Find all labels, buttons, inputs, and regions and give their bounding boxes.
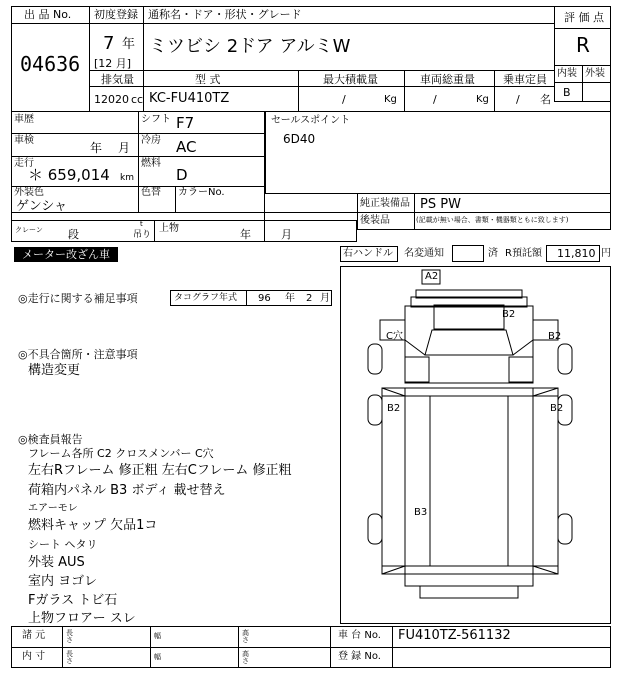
inspector-line: 室内 ヨゴレ xyxy=(28,574,98,589)
inner-label: 内 寸 xyxy=(22,651,46,662)
spec-label: 諸 元 xyxy=(22,630,46,641)
divider xyxy=(11,647,611,648)
mark-left-front-panel: B2 xyxy=(548,331,562,342)
inspector-line: エアーモレ xyxy=(28,503,78,514)
shift-label: シフト xyxy=(141,114,171,125)
gross-weight-value: / xyxy=(433,93,437,106)
mileage-unit: km xyxy=(120,173,134,183)
divider xyxy=(89,23,554,24)
inspector-line: 左右Rフレーム 修正粗 左右Cフレーム 修正粗 xyxy=(28,463,292,478)
deposit-label: R預託額 xyxy=(505,248,542,259)
aircon-value: AC xyxy=(176,138,197,156)
car-name: ミツビシ 2ドア アルミW xyxy=(149,36,351,57)
divider xyxy=(414,194,415,230)
height-label: 高さ xyxy=(242,650,249,665)
tachograph-month-unit: 月 xyxy=(320,293,330,304)
inspector-line: フレーム各所 C2 クロスメンバー C穴 xyxy=(28,447,214,460)
exterior-label: 外装 xyxy=(585,68,605,79)
aftermarket-label: 後装品 xyxy=(360,215,390,226)
fuel-label: 燃料 xyxy=(141,158,161,169)
ownership-value-box xyxy=(452,245,484,262)
rating-value: R xyxy=(576,33,590,57)
inspector-line: 外装 AUS xyxy=(28,555,85,570)
color-label: 外装色 xyxy=(14,187,44,198)
width-label: 幅 xyxy=(154,632,161,640)
divider xyxy=(143,6,144,70)
inspection-month-unit: 月 xyxy=(118,141,131,155)
length-label: 長さ xyxy=(66,650,73,665)
mileage-value: ＊ 659,014 xyxy=(28,166,110,184)
divider xyxy=(392,626,393,668)
defects-label: ◎不具合箇所・注意事項 xyxy=(18,348,138,361)
reg-year-unit: 年 xyxy=(122,37,136,52)
capacity-label: 乗車定員 xyxy=(503,73,547,86)
divider xyxy=(11,156,265,157)
aftermarket-note: (記載が無い場合、書類・機器類ともに致します) xyxy=(416,216,569,224)
divider xyxy=(404,70,405,112)
ownership-label: 名変通知 xyxy=(404,248,444,259)
inspector-label: ◎検査員報告 xyxy=(18,433,83,446)
divider xyxy=(494,70,495,112)
divider xyxy=(62,626,63,668)
lot-number: 04636 xyxy=(20,52,81,76)
color-code-label: カラーNo. xyxy=(178,187,225,198)
divider xyxy=(238,626,239,668)
divider xyxy=(138,112,139,212)
reg-year: 7 xyxy=(103,33,115,54)
reg-month: [12 月] xyxy=(94,57,132,70)
crane-label: クレーン xyxy=(15,226,43,234)
meter-tamper-text: メーター改ざん車 xyxy=(22,248,110,261)
fuel-value: D xyxy=(176,166,188,184)
divider xyxy=(89,6,90,112)
tachograph-year-unit: 年 xyxy=(285,293,295,304)
crane-stage-unit: 段 xyxy=(68,228,79,241)
equipment-value: PS PW xyxy=(420,197,461,212)
defects-line: 構造変更 xyxy=(28,363,81,378)
equipment-label: 純正装備品 xyxy=(360,198,410,209)
deposit-unit: 円 xyxy=(601,248,611,259)
chassis-label: 車 台 No. xyxy=(338,630,381,641)
history-label: 車歴 xyxy=(14,114,34,125)
aircon-label: 冷房 xyxy=(141,135,161,146)
divider xyxy=(357,212,611,213)
color-value: ゲンシャ xyxy=(16,199,68,214)
divider xyxy=(154,220,155,242)
gross-weight-label: 車両総重量 xyxy=(420,73,475,86)
sales-point-label: セールスポイント xyxy=(271,115,351,126)
rating-label: 評 価 点 xyxy=(564,11,604,24)
inspector-line: 燃料キャップ 欠品1コ xyxy=(28,518,158,533)
displacement-value: 12020 xyxy=(94,93,129,106)
reg-number-label: 登 録 No. xyxy=(338,651,381,662)
height-label: 高さ xyxy=(242,629,249,644)
equip-year-unit: 年 xyxy=(240,228,251,241)
mark-bed: B3 xyxy=(414,507,428,518)
model-label: 型 式 xyxy=(195,73,221,86)
sales-point-value: 6D40 xyxy=(283,132,316,146)
divider xyxy=(143,70,144,112)
equip-month-unit: 月 xyxy=(281,228,292,241)
gross-weight-unit: Kg xyxy=(476,94,489,105)
name-label: 通称名・ドア・形状・グレード xyxy=(148,8,302,21)
divider xyxy=(554,28,611,29)
meter-tamper-banner xyxy=(14,247,118,262)
divider xyxy=(175,186,176,212)
first-reg-label: 初度登録 xyxy=(94,8,138,21)
model-value: KC-FU410TZ xyxy=(149,91,230,106)
divider xyxy=(330,626,331,668)
max-load-unit: Kg xyxy=(384,94,397,105)
equip-label: 上物 xyxy=(159,223,179,234)
max-load-value: / xyxy=(342,93,346,106)
mileage-label: 走行 xyxy=(14,158,34,169)
length-label: 長さ xyxy=(66,629,73,644)
inspector-line: 上物フロアー スレ xyxy=(28,611,136,626)
crane-row xyxy=(11,220,357,242)
tachograph-year: 96 xyxy=(258,293,271,304)
divider xyxy=(246,290,247,306)
displacement-unit: cc xyxy=(131,93,144,106)
crane-hang-unit: 吊り xyxy=(133,230,152,240)
crane-ton-unit: t xyxy=(140,220,143,228)
inspection-year-unit: 年 xyxy=(90,141,103,155)
divider xyxy=(89,70,554,71)
tachograph-label: タコグラフ年式 xyxy=(174,293,238,303)
mark-left-mid: B2 xyxy=(387,403,401,414)
inspector-line: Fガラス トビ石 xyxy=(28,593,118,608)
inspector-line: シート ヘタリ xyxy=(28,538,98,551)
mark-front: A2 xyxy=(425,271,439,282)
divider xyxy=(150,626,151,668)
drive-side: 右ハンドル xyxy=(343,248,393,259)
divider xyxy=(298,70,299,112)
mark-right-front: B2 xyxy=(502,309,516,320)
divider xyxy=(11,133,265,134)
chassis-number: FU410TZ-561132 xyxy=(398,628,511,643)
color-change-label: 色替 xyxy=(141,187,161,198)
divider xyxy=(89,86,554,87)
displacement-label: 排気量 xyxy=(101,73,134,86)
interior-grade: B xyxy=(563,86,571,99)
lot-label: 出 品 No. xyxy=(24,8,72,21)
tax-label: 済 xyxy=(488,248,498,259)
capacity-value: / xyxy=(516,93,520,106)
deposit-value: 11,810 xyxy=(557,247,596,260)
inspector-line: 荷箱内パネル B3 ボディ 載せ替え xyxy=(28,483,226,498)
width-label: 幅 xyxy=(154,653,161,661)
divider xyxy=(11,186,265,187)
tachograph-month: 2 xyxy=(306,293,313,304)
divider xyxy=(11,23,89,24)
interior-label: 内装 xyxy=(557,68,577,79)
inspection-label: 車検 xyxy=(14,135,34,146)
mark-right-mid: B2 xyxy=(550,403,564,414)
shift-value: F7 xyxy=(176,114,195,132)
mark-crossmember: C穴 xyxy=(386,331,403,342)
max-load-label: 最大積載量 xyxy=(323,73,378,86)
capacity-unit: 名 xyxy=(540,93,551,106)
driving-notes-label: ◎走行に関する補足事項 xyxy=(18,292,138,305)
damage-diagram-frame xyxy=(340,266,611,624)
rating-bottom-box xyxy=(554,82,611,102)
